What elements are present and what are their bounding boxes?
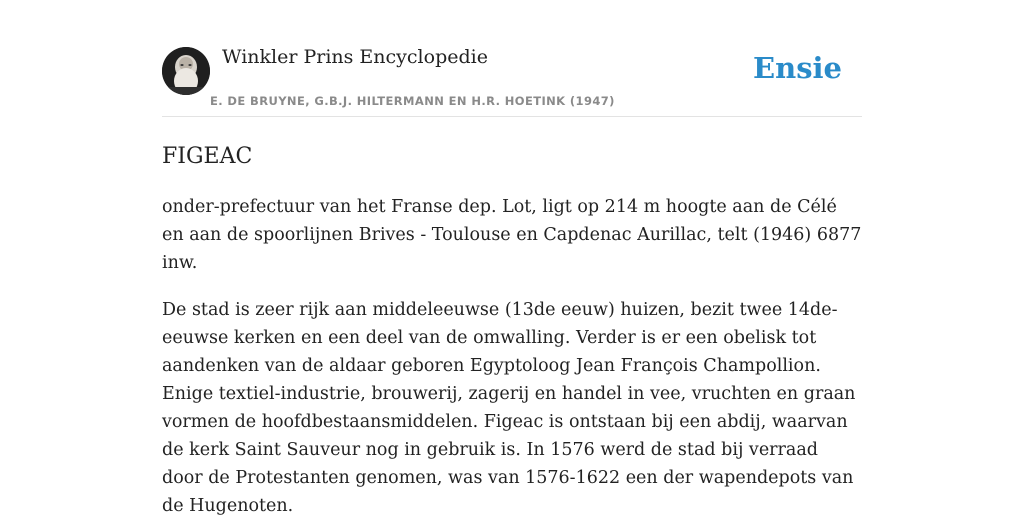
article-page [162, 0, 862, 520]
source-title-link[interactable]: Winkler Prins Encyclopedie [222, 46, 488, 68]
ensie-logo-link[interactable]: Ensie [753, 51, 842, 85]
source-header [162, 0, 862, 117]
author-portrait-avatar[interactable] [162, 47, 210, 95]
article-paragraph: onder-prefectuur van het Franse dep. Lot, ligt op 214 m hoogte aan de Célé en aan de spoorlijnen Brives - Toulouse en Capdenac Aurillac, telt (1946) 6877 inw. [162, 197, 862, 273]
article-paragraph: De stad is zeer rijk aan middeleeuwse (13de eeuw) huizen, bezit twee 14de-eeuwse kerken en een deel van de omwalling. Verder is er een obelisk tot aandenken van de aldaar geboren Egyptoloog Jean François Champollion. Enige textiel-industrie, brouwerij, zagerij en handel in vee, vruchten en graan vormen de hoofdbestaansmiddelen. Figeac is ontstaan bij een abdij, waarvan de kerk Saint Sauveur nog in gebruik is. In 1576 werd de stad bij verraad door de Protestanten genomen, was van 1576-1622 een der wapendepots van de Hugenoten. [162, 300, 856, 516]
article-title: FIGEAC [162, 144, 253, 169]
authors-credit: E. DE BRUYNE, G.B.J. HILTERMANN EN H.R. HOETINK (1947) [210, 94, 615, 108]
portrait-icon [162, 47, 210, 95]
